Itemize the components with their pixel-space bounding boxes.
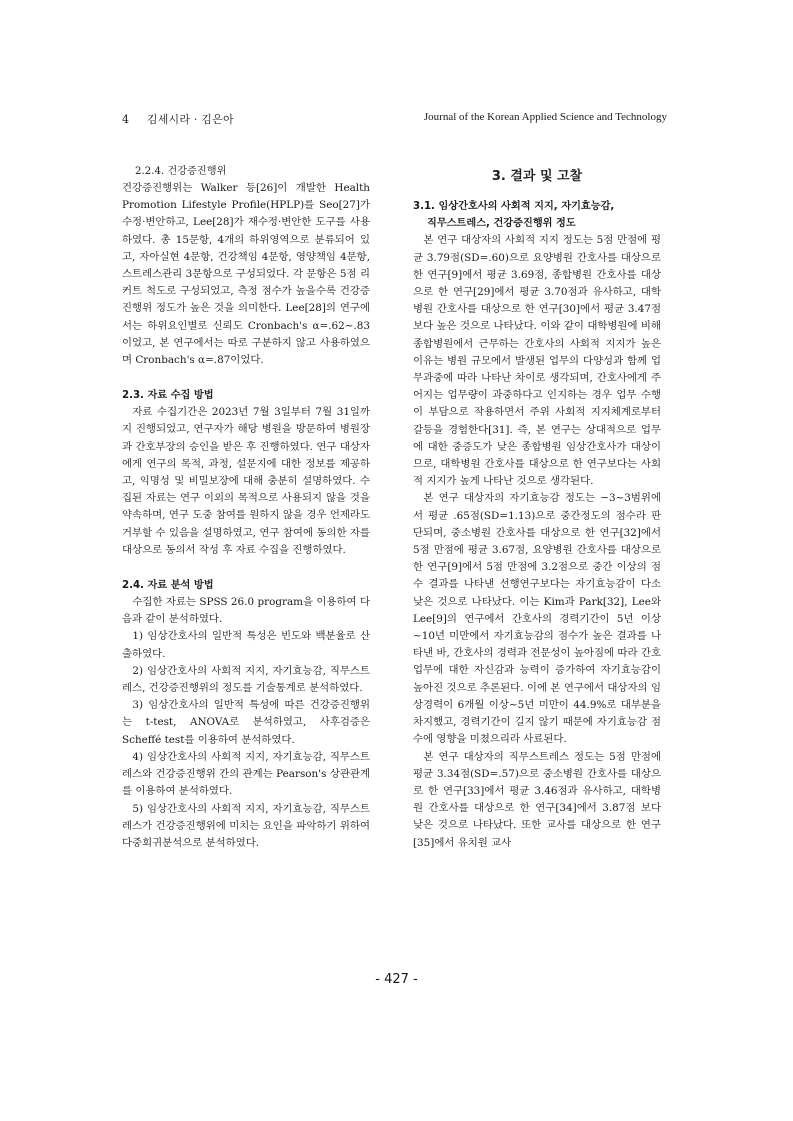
results-paragraph-1: 본 연구 대상자의 사회적 지지 정도는 5점 만점에 평균 3.79점(SD=.60)으로 요양병원 간호사를 대상으로 한 연구[9]에서 평균 3.69점, 종합병원 간호사를 대상으로 한 연구[29]에서 평균 3.70점과 유사하고, 대학병원 간호사를 대상으로 한 연구[30]에서 평균 3.47점 보다 높은 것으로 나타났다. 이와 같이 대학병원에 비해 종합병원에서 근무하는 간호사의 사회적 지지가 높은 이유는 병원 규모에서 발생된 업무의 다양성과 함께 업무과중에 따라 나타난 차이로 생각되며, 간호사에게 주어지는 업무량이 과중하다고 인지하는 경우 업무 수행이 부담으로 작용하면서 주위 사회적 지지체계로부터 갈등을 경험한다[31]. 즉, 본 연구는 상대적으로 업무에 대한 중증도가 낮은 종합병원 임상간호사가 대상이므로, 대학병원 간호사를 대상으로 한 연구보다는 사회적 지지가 높게 나타난 것으로 생각된다.	[413, 234, 661, 488]
page-number: 4	[122, 113, 130, 126]
analysis-item-2: 2) 임상간호사의 사회적 지지, 자기효능감, 직무스트레스, 건강증진행위의 정도를 기술통계로 분석하였다.	[122, 664, 370, 695]
page-footer: - 427 -	[375, 972, 418, 987]
journal-title: Journal of the Korean Applied Science and Technology	[423, 111, 667, 123]
right-column	[413, 163, 661, 852]
results-paragraph-3: 본 연구 대상자의 직무스트레스 정도는 5점 만점에 평균 3.34점(SD=.57)으로 중소병원 간호사를 대상으로 한 연구[33]에서 평균 3.46점과 유사하고, 대학병원 간호사를 대상으로 한 연구[34]에서 3.87점 보다 낮은 것으로 나타났다. 또한 교사를 대상으로 한 연구[35]에서 유치원 교사	[413, 750, 661, 849]
section-3-1-title-line2: 직무스트레스, 건강증진행위 정도	[427, 218, 576, 230]
authors: 김세시라 · 김은아	[146, 113, 234, 126]
analysis-item-1: 1) 임상간호사의 일반적 특성은 빈도와 백분율로 산출하였다.	[122, 630, 370, 660]
section-3-1-title-line1: 3.1. 임상간호사의 사회적 지지, 자기효능감,	[413, 201, 615, 212]
section-2-3-title: 2.3. 자료 수집 방법	[122, 390, 214, 402]
analysis-item-3: 3) 임상간호사의 일반적 특성에 따른 건강증진행위는 t-test, ANOVA로 분석하였고, 사후검증은 Scheffé test를 이용하여 분석하였다.	[122, 699, 370, 746]
section-2-3-text: 자료 수집기간은 2023년 7월 3일부터 7월 31일까지 진행되었고, 연구자가 해당 병원을 방문하여 병원장과 간호부장의 승인을 받은 후 진행하였다. 연구 대상자에게 연구의 목적, 과정, 설문지에 대한 정보를 제공하고, 익명성 및 비밀보장에 대해 충분히 설명하였다. 수집된 자료는 연구 이외의 목적으로 사용되지 않을 것을 약속하며, 연구 도중 참여를 원하지 않을 경우 언제라도 거부할 수 있음을 설명하였고, 연구 참여에 동의한 자를 대상으로 동의서 작성 후 자료 수집을 진행하였다.	[122, 406, 370, 556]
section-3-1-title	[413, 198, 661, 232]
section-2-4-title: 2.4. 자료 분석 방법	[122, 580, 214, 592]
section-2-2-4-text: 건강증진행위는 Walker 등[26]이 개발한 Health Promotion Lifestyle Profile(HPLP)를 Seo[27]가 수정·변안하고, Lee[28]가 재수정·변안한 도구를 사용하였다. 총 15문항, 4개의 하위영역으로 분류되어 있고, 자아실현 4문항, 건강책임 4문항, 영양책임 4문항, 스트레스관리 3문항으로 구성되었다. 각 문항은 5점 리커트 척도로 구성되었고, 측정 점수가 높을수록 건강증진행위 정도가 높은 것을 의미한다. Lee[28]의 연구에서는 하위요인별로 신뢰도 Cronbach's α=.62∼.83이었고, 본 연구에서는 따로 구분하지 않고 사용하였으며 Cronbach's α=.87이었다.	[122, 182, 370, 367]
section-3-title: 3. 결과 및 고찰	[491, 169, 583, 184]
analysis-item-4: 4) 임상간호사의 사회적 지지, 자기효능감, 직무스트레스와 건강증진행위 간의 관계는 Pearson's 상관관계를 이용하여 분석하였다.	[122, 750, 370, 798]
section-2-4-intro: 수집한 자료는 SPSS 26.0 program을 이용하여 다음과 같이 분석하였다.	[122, 596, 370, 626]
analysis-item-5: 5) 임상간호사의 사회적 지지, 자기효능감, 직무스트레스가 건강증진행위에 미치는 요인을 파악하기 위하여 다중회귀분석으로 분석하였다.	[122, 802, 370, 849]
running-header-left	[122, 111, 234, 127]
left-column	[122, 163, 370, 852]
section-2-2-4-title: 2.2.4. 건강증진행위	[135, 166, 227, 177]
results-paragraph-2: 본 연구 대상자의 자기효능감 정도는 −3∼3범위에서 평균 .65점(SD=1.13)으로 중간정도의 점수라 판단되며, 중소병원 간호사를 대상으로 한 연구[32]에서 5점 만점에 평균 3.67점, 요양병원 간호사를 대상으로 한 연구[9]에서 5점 만점에 3.2점으로 중간 이상의 점수 결과를 나타낸 선행연구보다는 자기효능감이 다소 낮은 것으로 나타났다. 이는 Kim과 Park[32], Lee와 Lee[9]의 연구에서 간호사의 경력기간이 5년 이상∼10년 미만에서 자기효능감의 점수가 높은 결과를 나타낸 바, 간호사의 경력과 전문성이 높아짐에 따라 간호업무에 대한 자신감과 능력이 증가하여 자기효능감이 높아진 것으로 추론된다. 이에 본 연구에서 대상자의 임상경력이 6개월 이상∼5년 미만이 44.9%로 대부분을 차지했고, 경력기간이 길지 않기 때문에 자기효능감 점수에 영향을 미쳤으리라 사료된다.	[413, 492, 661, 746]
